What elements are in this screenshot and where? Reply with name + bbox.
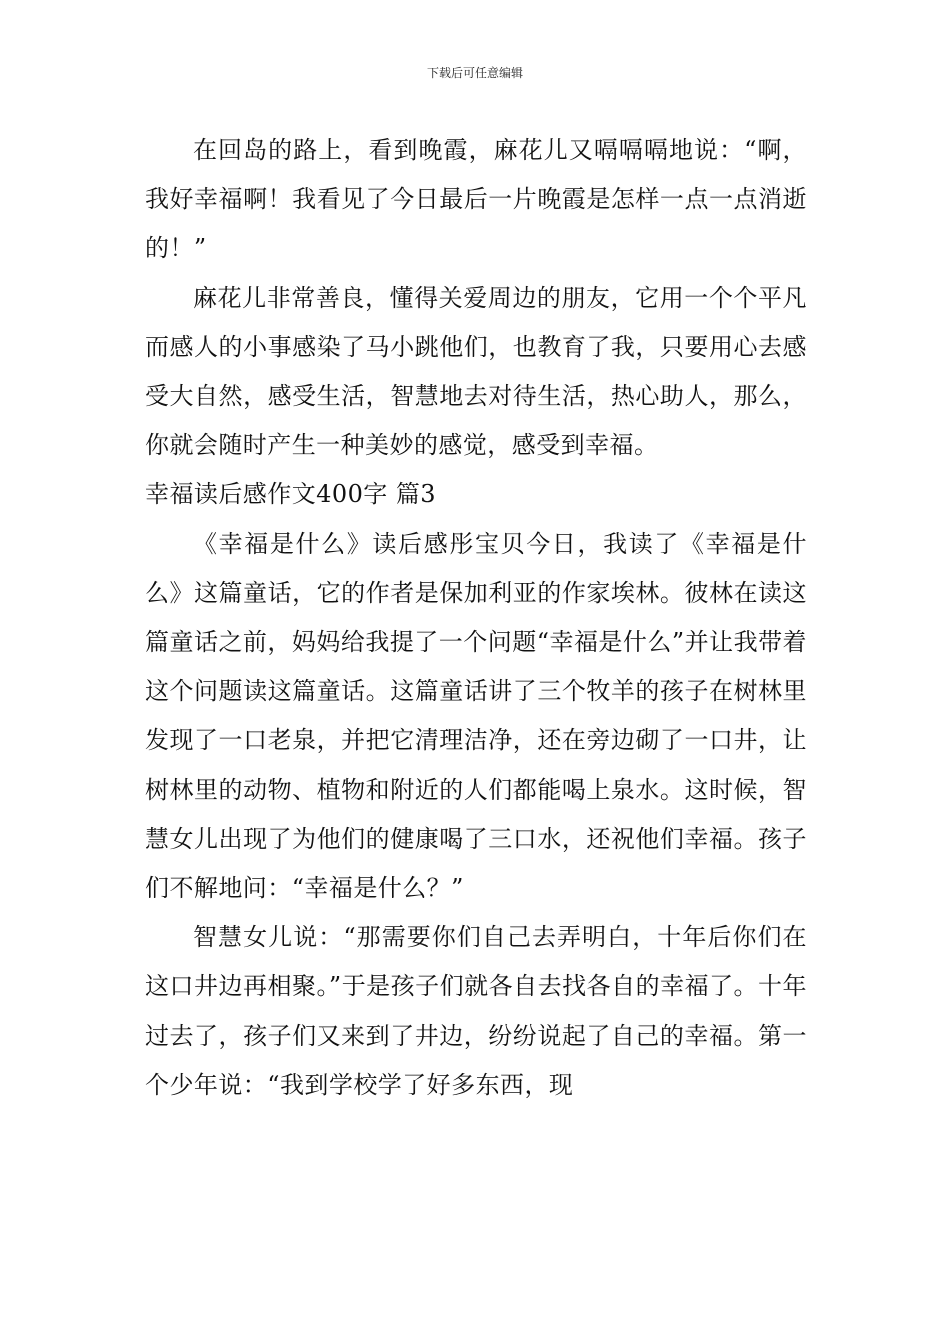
document-body bbox=[145, 126, 807, 1110]
section-heading: 幸福读后感作文400字 篇3 bbox=[145, 480, 437, 509]
body-paragraph: 在回岛的路上，看到晚霞，麻花儿又嗝嗝嗝地说：“啊，我好幸福啊！我看见了今日最后一片晚霞是怎样一点一点消逝的！” bbox=[145, 136, 807, 263]
body-paragraph: 《幸福是什么》读后感彤宝贝今日，我读了《幸福是什么》这篇童话，它的作者是保加利亚的作家埃林。彼林在读这篇童话之前，妈妈给我提了一个问题“幸福是什么”并让我带着这个问题读这篇童话。这篇童话讲了三个牧羊的孩子在树林里发现了一口老泉，并把它清理洁净，还在旁边砌了一口井，让树林里的动物、植物和附近的人们都能喝上泉水。这时候，智慧女儿出现了为他们的健康喝了三口水，还祝他们幸福。孩子们不解地问：“幸福是什么？” bbox=[145, 529, 807, 903]
body-paragraph: 智慧女儿说：“那需要你们自己去弄明白，十年后你们在这口井边再相聚。”于是孩子们就各自去找各自的幸福了。十年过去了，孩子们又来到了井边，纷纷说起了自己的幸福。第一个少年说：“我到学校学了好多东西，现 bbox=[145, 923, 807, 1099]
body-paragraph: 麻花儿非常善良，懂得关爱周边的朋友，它用一个个平凡而感人的小事感染了马小跳他们，也教育了我，只要用心去感受大自然，感受生活，智慧地去对待生活，热心助人，那么，你就会随时产生一种美妙的感觉，感受到幸福。 bbox=[145, 283, 807, 460]
page-header-note: 下载后可任意编辑 bbox=[426, 66, 523, 80]
